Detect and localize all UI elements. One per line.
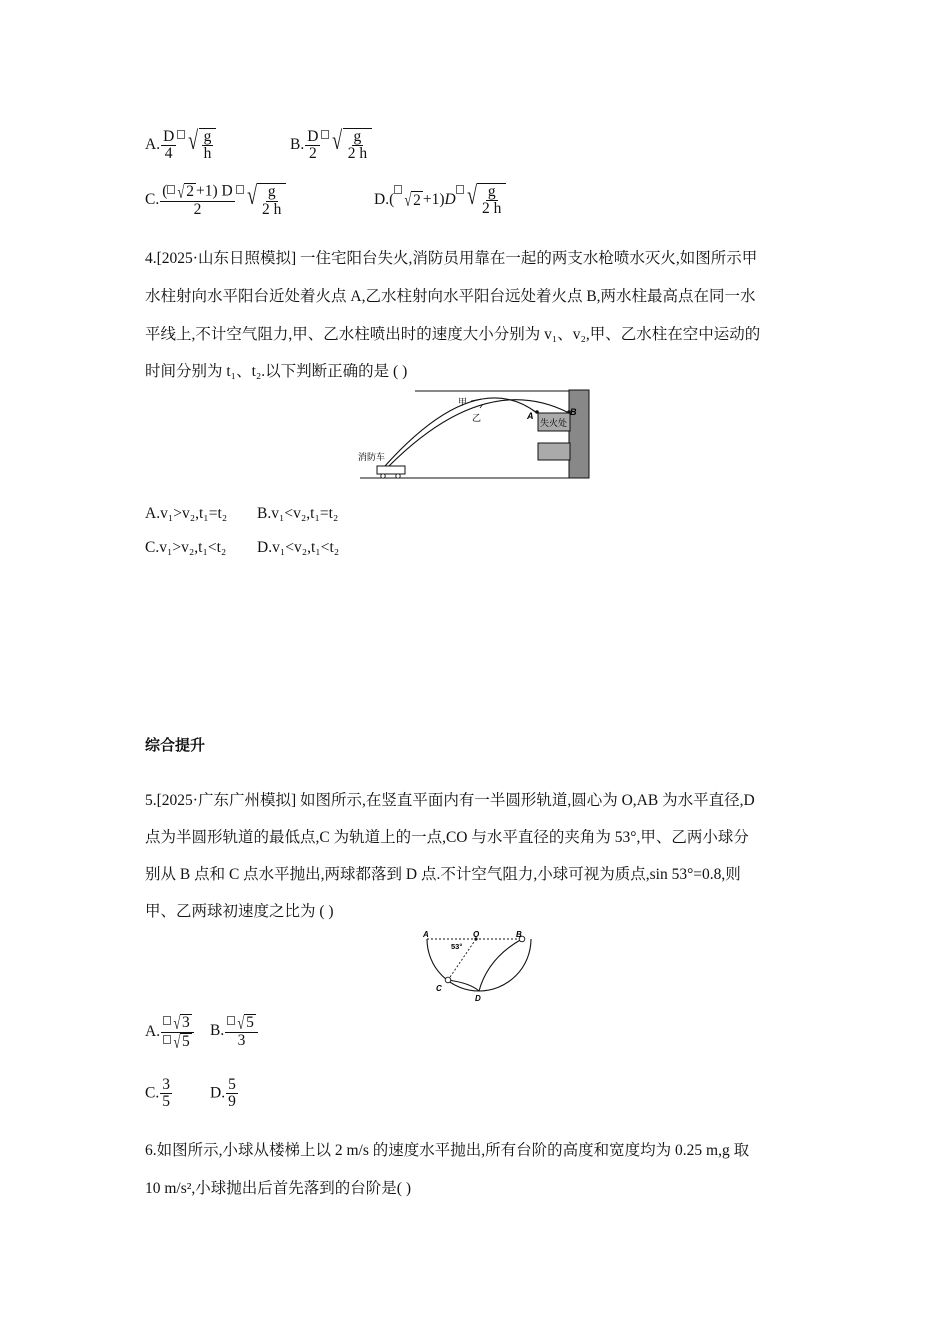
label-jia: 甲 — [458, 397, 468, 407]
label-b: B — [516, 930, 522, 939]
fire-hose-figure — [355, 388, 595, 482]
jet-jia — [385, 398, 537, 466]
label-truck: 消防车 — [358, 452, 386, 462]
placeholder-box-icon — [163, 1016, 171, 1025]
label-c: C — [436, 984, 442, 993]
sqrt: √ $\frac{g}{2 h}$ — [245, 183, 287, 218]
fraction: √ 3 √ 5 — [161, 1014, 194, 1051]
q6-line-2: 10 m/s²,小球抛出后首先落到的台阶是( ) — [145, 1180, 411, 1197]
sqrt: √ $\frac{g}{h}$ — [186, 128, 216, 163]
q4-option-c: C.v₁>v₂,t₁<t₂ — [145, 539, 227, 556]
placeholder-box-icon — [236, 185, 244, 194]
fraction: $\frac{D}{2}$ — [307, 127, 319, 162]
q5-option-d: D. $\frac{5}{9}$ — [210, 1076, 236, 1111]
q3-option-c: C. ( √ 2 +1) D 2 √ $\frac{g}{2 h}$ — [145, 183, 286, 218]
q6-line-1: 6.如图所示,小球从楼梯上以 2 m/s 的速度水平抛出,所有台阶的高度和宽度均为 0.25 m,g 取 — [145, 1142, 750, 1159]
ball-c — [445, 977, 451, 983]
label-angle: 53° — [451, 942, 463, 951]
fraction: $\frac{3}{5}$ — [162, 1076, 170, 1111]
q5-option-b: B. √ 5 3 — [210, 1014, 259, 1049]
sqrt: √ $\frac{g}{2 h}$ — [465, 183, 507, 218]
point-a — [535, 410, 539, 414]
q4-line-3: 平线上,不计空气阻力,甲、乙水柱喷出时的速度大小分别为 v₁、v₂,甲、乙水柱在空中运动的 — [145, 326, 761, 343]
building-wall — [569, 390, 589, 478]
fraction: √ 5 3 — [225, 1014, 258, 1049]
label-yi: 乙 — [472, 413, 482, 423]
q5-line-1: 5.[2025·广东广州模拟] 如图所示,在竖直平面内有一半圆形轨道,圆心为 O,AB 为水平直径,D — [145, 792, 755, 809]
q4-option-d: D.v₁<v₂,t₁<t₂ — [257, 539, 340, 556]
fraction: $\frac{D}{4}$ — [163, 127, 175, 162]
semicircle-figure — [418, 928, 532, 1006]
label-d: D — [475, 994, 481, 1003]
placeholder-box-icon — [227, 1016, 235, 1025]
sqrt: √ $\frac{g}{2 h}$ — [330, 128, 372, 163]
q3-option-d: D.( √ 2 +1)D √ $\frac{g}{2 h}$ — [374, 183, 506, 218]
label-a: A — [423, 930, 429, 939]
label-a: A — [527, 411, 534, 421]
q3-option-a: A. $\frac{D}{4}$ √ $\frac{g}{h}$ — [145, 128, 216, 163]
q5-line-4: 甲、乙两球初速度之比为 ( ) — [145, 903, 334, 920]
q4-option-a: A.v₁>v₂,t₁=t₂ — [145, 505, 228, 522]
q4-line-4: 时间分别为 t₁、t₂.以下判断正确的是 ( ) — [145, 363, 408, 380]
path-jia — [479, 939, 522, 991]
fraction: $\frac{5}{9}$ — [228, 1076, 236, 1111]
fire-truck — [377, 466, 405, 474]
label-b: B — [570, 407, 577, 417]
q4-line-1: 4.[2025·山东日照模拟] 一住宅阳台失火,消防员用靠在一起的两支水枪喷水灭火,如图所示甲 — [145, 250, 758, 267]
placeholder-box-icon — [321, 130, 329, 139]
q5-option-c: C. $\frac{3}{5}$ — [145, 1076, 170, 1111]
placeholder-box-icon — [167, 185, 175, 194]
q4-line-2: 水柱射向水平阳台近处着火点 A,乙水柱射向水平阳台远处着火点 B,两水柱最高点在同一水 — [145, 288, 756, 305]
label-o: O — [473, 930, 480, 939]
q3-option-b: B. $\frac{D}{2}$ √ $\frac{g}{2 h}$ — [290, 128, 372, 163]
balcony-lower — [538, 443, 570, 460]
section-heading: 综合提升 — [145, 737, 206, 754]
q5-line-2: 点为半圆形轨道的最低点,C 为轨道上的一点,CO 与水平直径的夹角为 53°,甲、乙两小球分 — [145, 829, 749, 846]
q5-option-a: A. √ 3 √ 5 — [145, 1014, 195, 1051]
placeholder-box-icon — [456, 185, 464, 194]
placeholder-box-icon — [177, 130, 185, 139]
label-fire: 失火处 — [540, 418, 568, 428]
q4-option-b: B.v₁<v₂,t₁=t₂ — [257, 505, 339, 522]
semicircle-track — [427, 939, 531, 991]
placeholder-box-icon — [163, 1035, 171, 1044]
q5-line-3: 别从 B 点和 C 点水平抛出,两球都落到 D 点.不计空气阻力,小球可视为质点,sin 53°=0.8,则 — [145, 866, 741, 883]
fraction: ( √ 2 +1) D 2 — [162, 182, 233, 218]
placeholder-box-icon — [394, 185, 402, 194]
